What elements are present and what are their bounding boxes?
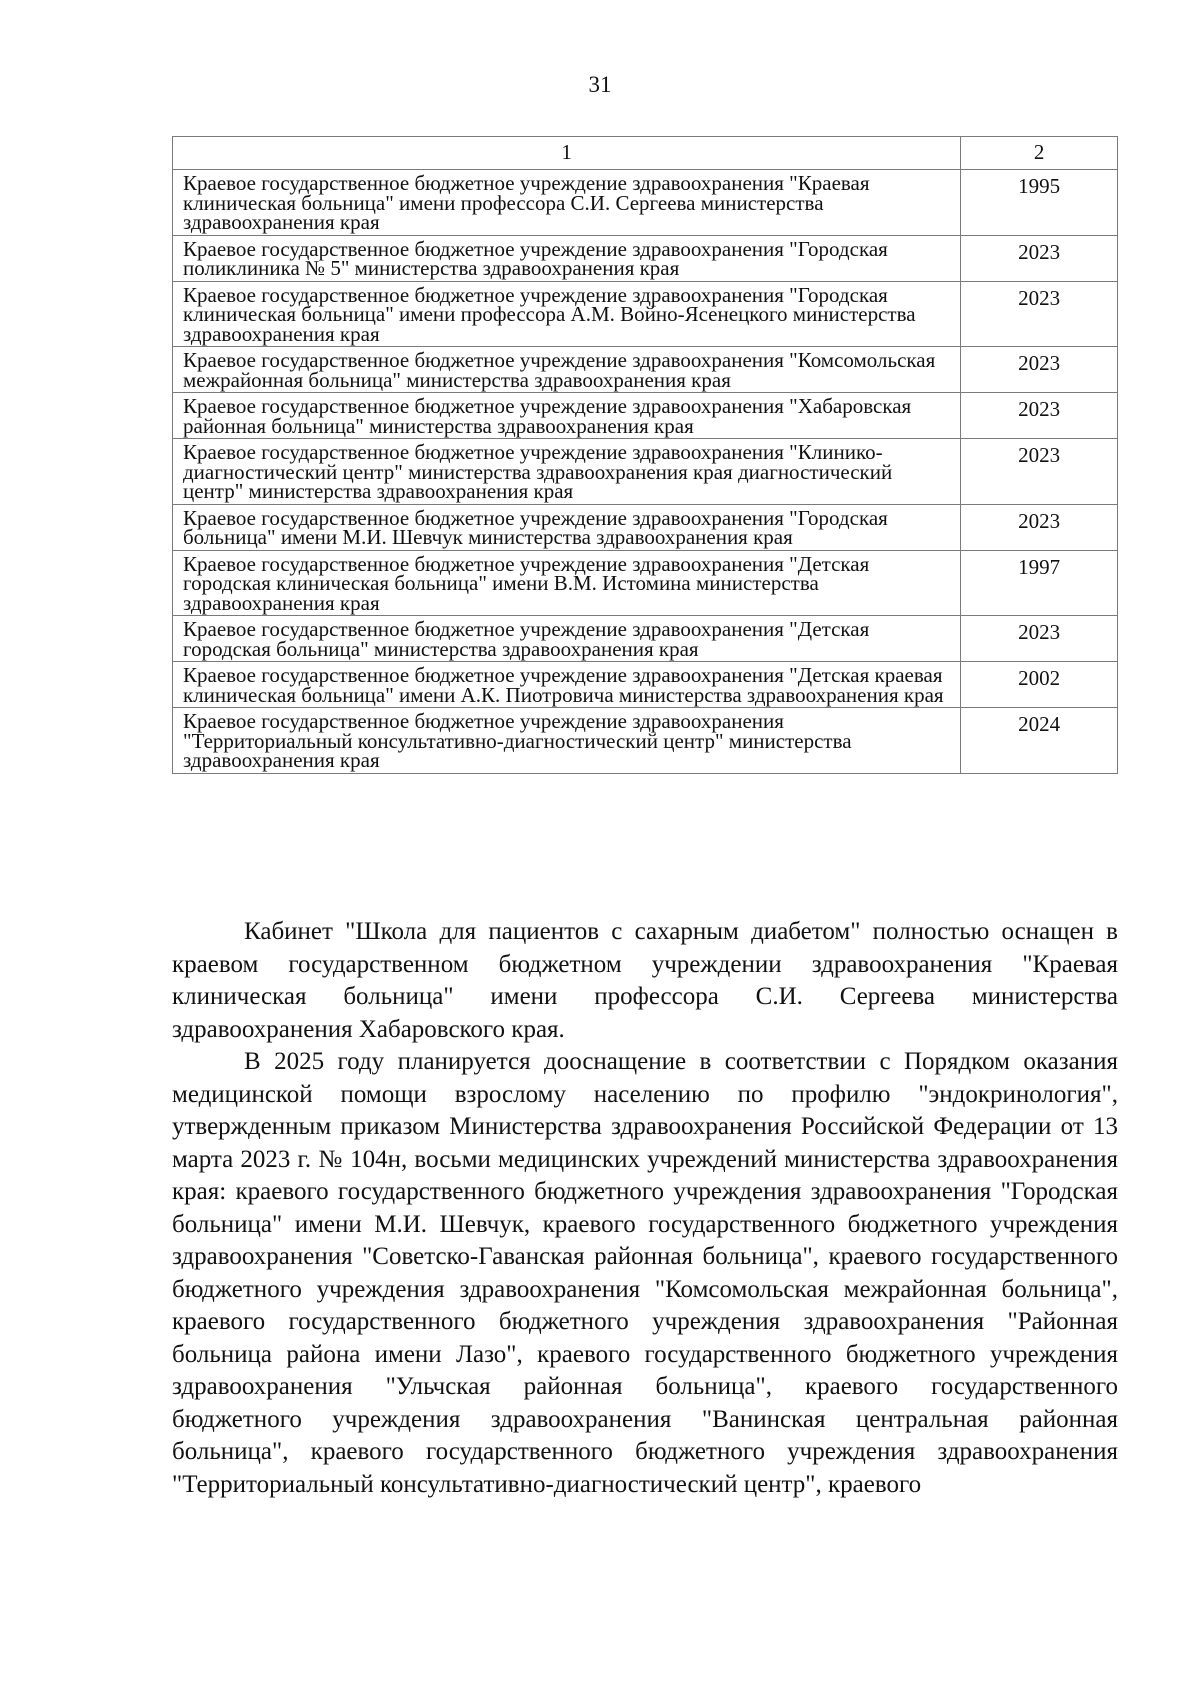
facility-year: 2023 xyxy=(961,347,1118,393)
facility-name: Краевое государственное бюджетное учреждение здравоохранения "Городская клиническая больница" имени профессора А.М. Войно-Ясенецкого министерства здравоохранения края xyxy=(173,281,961,347)
facility-name: Краевое государственное бюджетное учреждение здравоохранения "Городская поликлиника № 5" министерства здравоохранения края xyxy=(173,235,961,281)
facility-name: Краевое государственное бюджетное учреждение здравоохранения "Городская больница" имени М.И. Шевчук министерства здравоохранения края xyxy=(173,504,961,550)
facility-name: Краевое государственное бюджетное учреждение здравоохранения "Комсомольская межрайонная больница" министерства здравоохранения края xyxy=(173,347,961,393)
table-header-row xyxy=(173,137,1118,170)
table-row xyxy=(173,708,1118,774)
table-row xyxy=(173,550,1118,616)
facility-year: 2023 xyxy=(961,281,1118,347)
facility-year: 2023 xyxy=(961,393,1118,439)
table-row xyxy=(173,616,1118,662)
table-row xyxy=(173,439,1118,505)
paragraph: В 2025 году планируется дооснащение в соответствии с Порядком оказания медицинской помощи взрослому населению по профилю "эндокринология", утвержденным приказом Министерства здравоохранения Российской Федерации от 13 марта 2023 г. № 104н, восьми медицинских учреждений министерства здравоохранения края: краевого государственного бюджетного учреждения здравоохранения "Городская больница" имени М.И. Шевчук, краевого государственного бюджетного учреждения здравоохранения "Советско-Гаванская районная больница", краевого государственного бюджетного учреждения здравоохранения "Комсомольская межрайонная больница", краевого государственного бюджетного учреждения здравоохранения "Районная больница района имени Лазо", краевого государственного бюджетного учреждения здравоохранения "Ульчская районная больница", краевого государственного бюджетного учреждения здравоохранения "Ванинская центральная районная больница", краевого государственного бюджетного учреждения здравоохранения "Территориальный консультативно-диагностический центр", краевого xyxy=(172,1048,1118,1498)
facilities-table xyxy=(172,136,1118,774)
table-row xyxy=(173,347,1118,393)
facility-year: 2023 xyxy=(961,235,1118,281)
table-row xyxy=(173,281,1118,347)
table-row xyxy=(173,662,1118,708)
facility-name: Краевое государственное бюджетное учреждение здравоохранения "Хабаровская районная больница" министерства здравоохранения края xyxy=(173,393,961,439)
facility-year: 2023 xyxy=(961,616,1118,662)
paragraph: Кабинет "Школа для пациентов с сахарным диабетом" полностью оснащен в краевом государственном бюджетном учреждении здравоохранения "Краевая клиническая больница" имени профессора С.И. Сергеева министерства здравоохранения Хабаровского края. xyxy=(172,918,1118,1043)
facility-name: Краевое государственное бюджетное учреждение здравоохранения "Детская краевая клиническая больница" имени А.К. Пиотровича министерства здравоохранения края xyxy=(173,662,961,708)
facility-year: 1995 xyxy=(961,170,1118,236)
column-header: 2 xyxy=(961,137,1118,170)
facility-name: Краевое государственное бюджетное учреждение здравоохранения "Территориальный консультативно-диагностический центр" министерства здравоохранения края xyxy=(173,708,961,774)
table-row xyxy=(173,235,1118,281)
facility-year: 2002 xyxy=(961,662,1118,708)
facility-name: Краевое государственное бюджетное учреждение здравоохранения "Детская городская клиническая больница" имени В.М. Истомина министерства здравоохранения края xyxy=(173,550,961,616)
table-row xyxy=(173,170,1118,236)
facility-year: 2023 xyxy=(961,439,1118,505)
facility-year: 2023 xyxy=(961,504,1118,550)
facility-name: Краевое государственное бюджетное учреждение здравоохранения "Краевая клиническая больница" имени профессора С.И. Сергеева министерства здравоохранения края xyxy=(173,170,961,236)
page-number: 31 xyxy=(588,72,612,97)
facility-name: Краевое государственное бюджетное учреждение здравоохранения "Детская городская больница" министерства здравоохранения края xyxy=(173,616,961,662)
facility-name: Краевое государственное бюджетное учреждение здравоохранения "Клинико-диагностический центр" министерства здравоохранения края диагностический центр" министерства здравоохранения края xyxy=(173,439,961,505)
table-row xyxy=(173,504,1118,550)
facility-year: 2024 xyxy=(961,708,1118,774)
facility-year: 1997 xyxy=(961,550,1118,616)
column-header: 1 xyxy=(173,137,961,170)
body-text xyxy=(172,916,1118,1501)
table-row xyxy=(173,393,1118,439)
